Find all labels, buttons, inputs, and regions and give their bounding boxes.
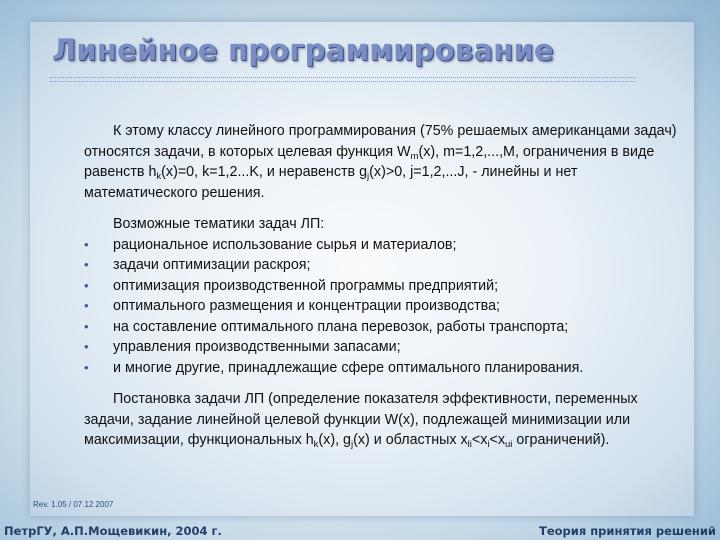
topic-text: и многие другие, принадлежащие сфере оптимального планирования. — [113, 359, 584, 376]
statement-text-1: Постановка задачи ЛП (определение показателя эффективности, переменных задачи, задание линейной целевой функции W(x), подлежащей минимизации или максимизации, функциональных h — [84, 391, 638, 448]
revision-label: Rev. 1.05 / 07.12.2007 — [33, 500, 114, 509]
bullet-icon: • — [84, 359, 89, 375]
bullet-icon: • — [84, 277, 89, 293]
bullet-icon: • — [84, 257, 89, 272]
subscript-k: k — [156, 171, 162, 182]
subscript-j: j — [351, 439, 354, 450]
title-divider — [50, 77, 636, 82]
topic-text: управления производственными запасами; — [113, 339, 401, 355]
slide-body — [84, 121, 684, 451]
statement-text-2: (x), g — [318, 432, 351, 448]
statement-paragraph — [84, 389, 684, 451]
footer-author: ПетрГУ, А.П.Мощевикин, 2004 г. — [4, 524, 222, 538]
bullet-icon: • — [84, 339, 89, 354]
intro-text-2: (x), m=1,2,...,M, ограничения в виде равенств h — [84, 143, 655, 180]
footer-bar — [0, 521, 720, 540]
topic-item — [84, 296, 684, 317]
topic-item — [84, 358, 684, 379]
topic-item — [84, 317, 684, 338]
topic-text: задачи оптимизации раскроя; — [113, 257, 311, 273]
subscript-ui: ui — [505, 439, 513, 450]
topic-text: на составление оптимального плана перевозок, работы транспорта; — [113, 318, 569, 335]
topics-list — [84, 235, 684, 379]
topic-text: оптимального размещения и концентрации производства; — [113, 298, 501, 314]
bullet-icon: • — [84, 298, 89, 313]
bullet-icon: • — [84, 318, 89, 334]
topic-text: оптимизация производственной программы предприятий; — [113, 277, 499, 294]
subscript-li: li — [467, 439, 472, 450]
topic-text: рациональное использование сырья и материалов; — [113, 236, 457, 253]
subscript-i: i — [487, 439, 490, 450]
statement-text-4: <x — [471, 432, 488, 448]
statement-text-5: <x — [489, 432, 506, 448]
subscript-j: j — [367, 171, 370, 182]
statement-text-6: ограничений). — [512, 432, 610, 448]
topic-item — [84, 255, 684, 276]
statement-text-3: (x) и областных x — [353, 432, 468, 448]
topic-item — [84, 337, 684, 358]
footer-course: Теория принятия решений — [538, 524, 716, 538]
intro-text-4: (x)>0, j=1,2,...J, - линейны и нет математического решения. — [84, 164, 578, 201]
subscript-k: k — [313, 439, 319, 450]
subscript-m: m — [410, 150, 419, 162]
topics-heading: Возможные тематики задач ЛП: — [113, 216, 325, 232]
topic-item — [84, 276, 684, 297]
intro-paragraph — [84, 121, 684, 203]
bullet-icon: • — [84, 236, 89, 252]
topic-item — [84, 235, 684, 256]
intro-text-1: К этому классу линейного программирования (75% решаемых американцами задач) относятся задачи, в которых целевая функция W — [84, 123, 677, 160]
intro-text-3: (x)=0, k=1,2...K, и неравенств g — [161, 164, 368, 180]
slide-title: Линейное программирование — [52, 33, 554, 67]
